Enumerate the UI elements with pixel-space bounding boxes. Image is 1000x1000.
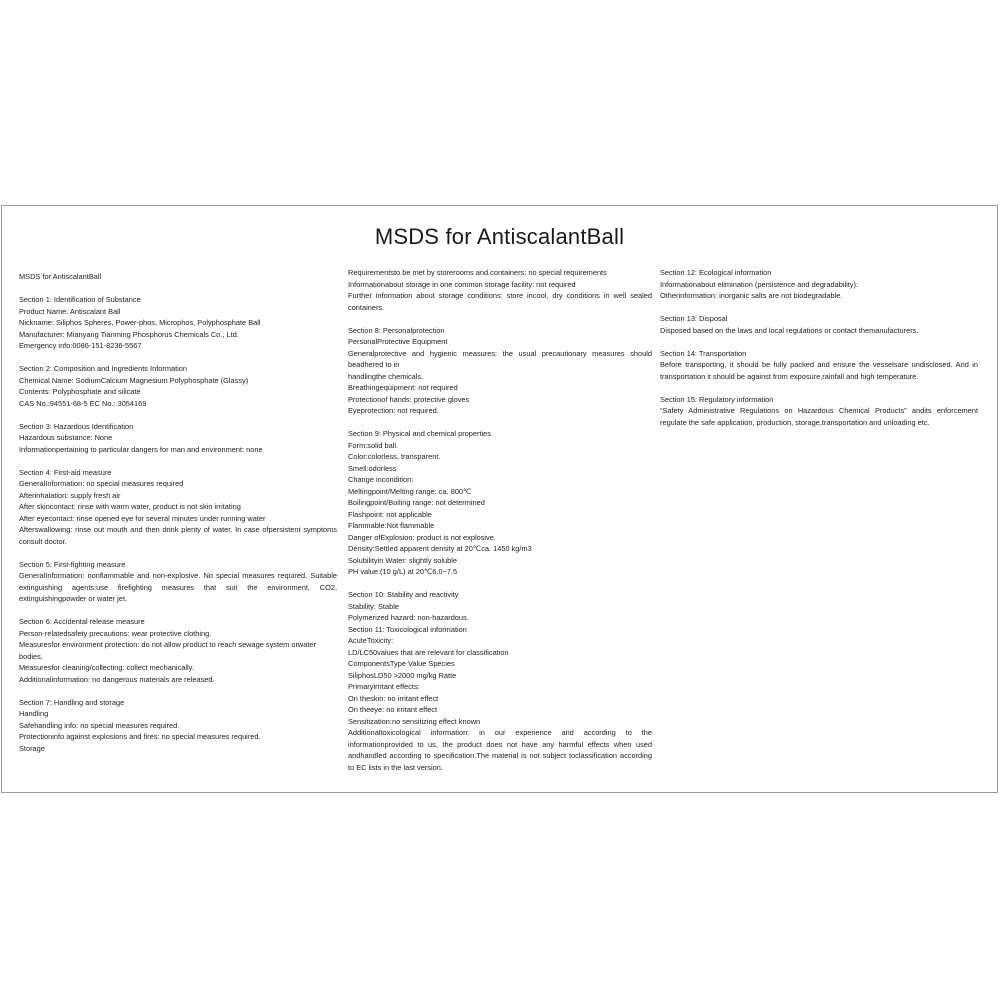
section-heading: Section 3: Hazardous Identification (19, 421, 134, 431)
text-line: On theeye: no irritant effect (348, 705, 438, 714)
text-line: Density:Settled apparent density at 20℃ca. 1450 kg/m3 (348, 544, 532, 553)
text-line: Meltingpoint/Melting range: ca. 800℃ (348, 486, 472, 496)
section-heading: Section 9: Physical and chemical properties (348, 429, 491, 438)
section-heading: Section 10: Stability and reactivity (348, 590, 459, 599)
blank-line (19, 547, 337, 559)
section-heading: Section 14: Transportation (660, 348, 747, 358)
section-heading: Section 11: Toxicological information (348, 624, 467, 634)
text-line: Color:colorless, transparent. (348, 452, 441, 461)
text-line: LD/LC50values that are relevant for classification (348, 647, 509, 657)
section-heading: Section 6: Accidental release measure (19, 617, 145, 626)
text-line: Eyeprotection: not required. (348, 406, 439, 415)
text-line: Measuresfor cleaning/collecting: collect mechanically. (19, 663, 194, 672)
section-heading: Section 5: First-fighting measure (19, 559, 126, 569)
text-line: AcuteToxicity: (348, 636, 394, 645)
section-heading: Section 7: Handling and storage (19, 697, 125, 707)
text-line: Danger ofExplosion: product is not explosive. (348, 532, 496, 542)
text-line: Generalprotective and hygienic measures: the usual precautionary measures should beadhered to in (348, 348, 652, 369)
text-line: Additionaltoxicological information: in our experience and according to the informationprovided to us, the product does not have any harmful effects when used andhandled according to specification.The material is not subject toclassification according to EC lists in the last version. (348, 728, 652, 772)
text-line: Before transporting, it should be fully packed and ensure the vesselsare undisclosed. And in transportation it should be against from exposure,rainfall and high temperature. (660, 360, 978, 381)
text-line: After eyecontact: rinse opened eye for several minutes under running water (19, 513, 266, 523)
text-line: ComponentsType Value Species (348, 659, 455, 668)
msds-sheet (1, 205, 998, 793)
text-line: Afterswallowing: rinse out mouth and then drink plenty of water. In case ofpersistent symptoms consult doctor. (19, 525, 337, 546)
text-line: Change incondition: (348, 475, 414, 484)
text-line: Further information about storage conditions: store incool, dry conditions in well sealed containers. (348, 291, 652, 312)
text-line: Additionalinformation: no dangerous materials are released. (19, 674, 215, 684)
text-line: Contents: Polyphosphate and silicate (19, 387, 141, 396)
blank-line (348, 313, 652, 325)
blank-line (660, 382, 978, 394)
text-line: Safehandling info: no special measures required. (19, 720, 180, 730)
text-line: Polymerized hazard: non-hazardous. (348, 613, 469, 622)
document-title: MSDS for AntiscalantBall (374, 224, 625, 249)
section-heading: Section 13: Disposal (660, 314, 728, 323)
section-heading: Section 1: Identification of Substance (19, 295, 141, 304)
text-line: Requirementsto be met by storerooms and containers: no special requirements (348, 268, 607, 277)
blank-line (660, 302, 978, 314)
text-line: MSDS for AntiscalantBall (19, 272, 102, 281)
text-line: Hazardous substance: None (19, 433, 113, 442)
text-line: PH value:(10 g/L) at 20℃6.0~7.5 (348, 567, 458, 576)
text-line: “Safety Administrative Regulations on Hazardous Chemical Products” andits enforcement regulate the safe application, production, storage,transportation and unloading etc. (660, 406, 978, 427)
text-line: Measuresfor environment protection: do not allow product to reach sewage system orwater bodies. (19, 640, 317, 661)
text-line: Informationabout elimination (persistence and degradability): (660, 279, 859, 289)
text-line: Protectionof hands: protective gloves (348, 394, 470, 404)
section-heading: Section 2: Composition and Ingredients Information (19, 364, 188, 373)
blank-line (348, 578, 652, 590)
text-column-middle (348, 267, 652, 773)
text-line: Stability: Stable (348, 601, 399, 611)
text-column-left (19, 271, 337, 754)
section-heading: Section 15: Regulatory information (660, 394, 774, 404)
blank-line (19, 455, 337, 467)
text-line: CAS No.:94551-68-5 EC No.: 3054169 (19, 398, 147, 408)
blank-line (19, 409, 337, 421)
text-line: Product Name: Antiscalant Ball (19, 306, 121, 316)
text-line: Informationpertaining to particular dangers for man and environment: none (19, 444, 263, 454)
text-line: Emergency info:0086-151-8236-5567 (19, 341, 142, 350)
text-line: Protectioninfo against explosions and fires: no special measures required. (19, 732, 261, 741)
text-line: Manufacturer: Mianyang Tianming Phosphorus Chemicals Co., Ltd. (19, 329, 239, 339)
text-line: Flammable:Not flammable (348, 521, 435, 530)
text-line: Informationabout storage in one common storage facility: not required (348, 279, 576, 289)
blank-line (660, 336, 978, 348)
text-line: On theskin: no irritant effect (348, 693, 439, 703)
text-line: Flashpoint: not applicable (348, 509, 432, 519)
text-line: Afterinhalation: supply fresh air (19, 490, 121, 500)
text-column-right (660, 267, 978, 428)
text-line: GeneralInformation: nonflammable and non-explosive. No special measures required. Suitable extinguishing agents:use firefighting measures that suit the environment, CO2, extinguishingpowder or water jet. (19, 571, 337, 603)
text-line: Disposed based on the laws and local regulations or contact themanufacturers. (660, 325, 919, 335)
blank-line (348, 417, 652, 429)
text-line: Form:solid ball. (348, 440, 399, 450)
section-heading: Section 8: Personalprotection (348, 325, 445, 335)
blank-line (19, 352, 337, 364)
text-line: Breathingequipment: not required (348, 383, 458, 392)
text-line: SiliphosLD50 >2000 mg/kg Ratte (348, 670, 457, 680)
text-line: PersonalProtective Equipment (348, 337, 448, 346)
text-line: Primaryirritant effects: (348, 682, 420, 691)
section-heading: Section 4: First-aid measure (19, 467, 112, 477)
text-line: Nickname: Siliphos Spheres, Power-phos, Microphos, Polyphosphate Ball (19, 318, 261, 327)
text-line: GeneralInformation: no special measures required (19, 479, 184, 488)
section-heading: Section 12: Ecological information (660, 268, 772, 277)
text-line: Smell:odorless (348, 463, 397, 473)
text-line: Otherinformation: inorganic salts are not biodegradable. (660, 291, 843, 300)
text-line: Solubilityin Water: slightly soluble (348, 555, 457, 565)
text-line: Person-relatedsafety precautions: wear protective clothing. (19, 628, 212, 638)
text-line: After skincontact: rinse with warm water, product is not skin irritating (19, 502, 241, 511)
blank-line (19, 685, 337, 697)
text-line: Handling (19, 709, 49, 718)
text-line: Chemical Name: SodiumCalcium Magnesium Polyphosphate (Glassy) (19, 375, 249, 385)
text-line: Sensitization:no sensitizing effect known (348, 716, 481, 726)
text-line: Boilingpoint/Boiling range: not determined (348, 498, 485, 507)
text-line: handlingthe chemicals. (348, 371, 424, 381)
text-line: Storage (19, 743, 45, 753)
blank-line (19, 283, 337, 295)
blank-line (19, 605, 337, 617)
